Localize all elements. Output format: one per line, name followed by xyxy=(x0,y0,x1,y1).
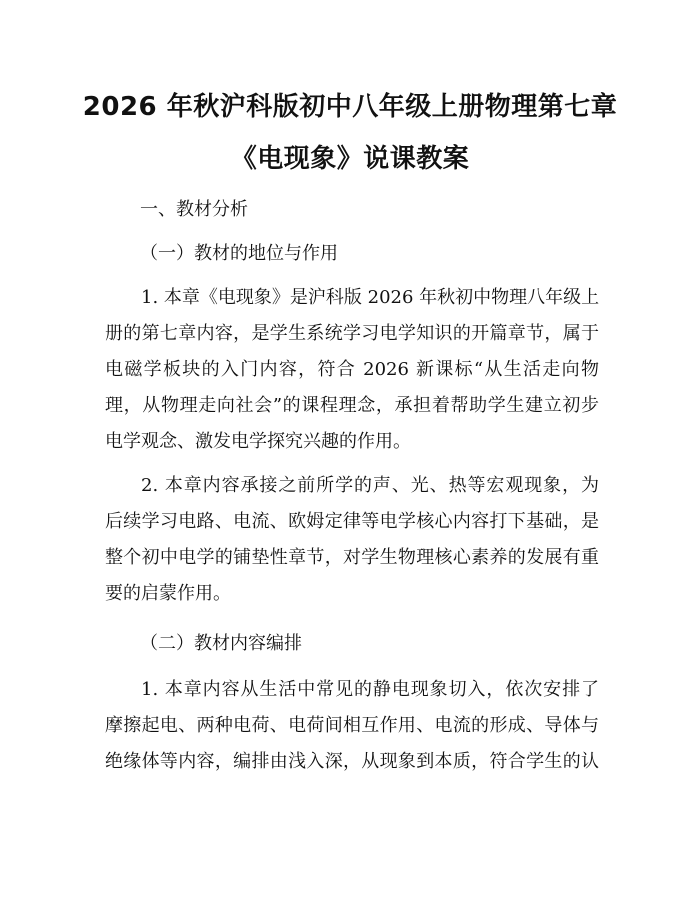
paragraph-line: 理，从物理走向社会”的课程理念，承担着帮助学生建立初步 xyxy=(105,395,599,416)
paragraph-3 xyxy=(105,672,599,780)
section-heading-textbook-analysis: 一、教材分析 xyxy=(140,199,248,220)
paragraph-1 xyxy=(105,280,599,460)
paragraph-line: 2. 本章内容承接之前所学的声、光、热等宏观现象，为 xyxy=(141,475,599,496)
subsection-heading-status-and-role: （一）教材的地位与作用 xyxy=(140,243,338,264)
paragraph-line: 电磁学板块的入门内容，符合 2026 新课标“从生活走向物 xyxy=(105,359,599,380)
paragraph-line: 后续学习电路、电流、欧姆定律等电学核心内容打下基础，是 xyxy=(105,511,599,532)
paragraph-line: 绝缘体等内容，编排由浅入深，从现象到本质，符合学生的认 xyxy=(105,751,599,772)
paragraph-2 xyxy=(105,468,599,612)
paragraph-line: 电学观念、激发电学探究兴趣的作用。 xyxy=(105,431,411,452)
paragraph-line: 1. 本章《电现象》是沪科版 2026 年秋初中物理八年级上 xyxy=(141,287,600,308)
subsection-heading-content-arrangement: （二）教材内容编排 xyxy=(140,633,302,654)
document-title-line-2: 《电现象》说课教案 xyxy=(230,144,470,174)
paragraph-line: 整个初中电学的铺垫性章节，对学生物理核心素养的发展有重 xyxy=(105,547,599,568)
paragraph-line: 册的第七章内容，是学生系统学习电学知识的开篇章节，属于 xyxy=(105,323,599,344)
paragraph-line: 要的启蒙作用。 xyxy=(105,583,231,604)
document-title-line-1: 2026 年秋沪科版初中八年级上册物理第七章 xyxy=(82,92,618,122)
paragraph-line: 1. 本章内容从生活中常见的静电现象切入，依次安排了 xyxy=(141,679,599,700)
paragraph-line: 摩擦起电、两种电荷、电荷间相互作用、电流的形成、导体与 xyxy=(105,715,599,736)
